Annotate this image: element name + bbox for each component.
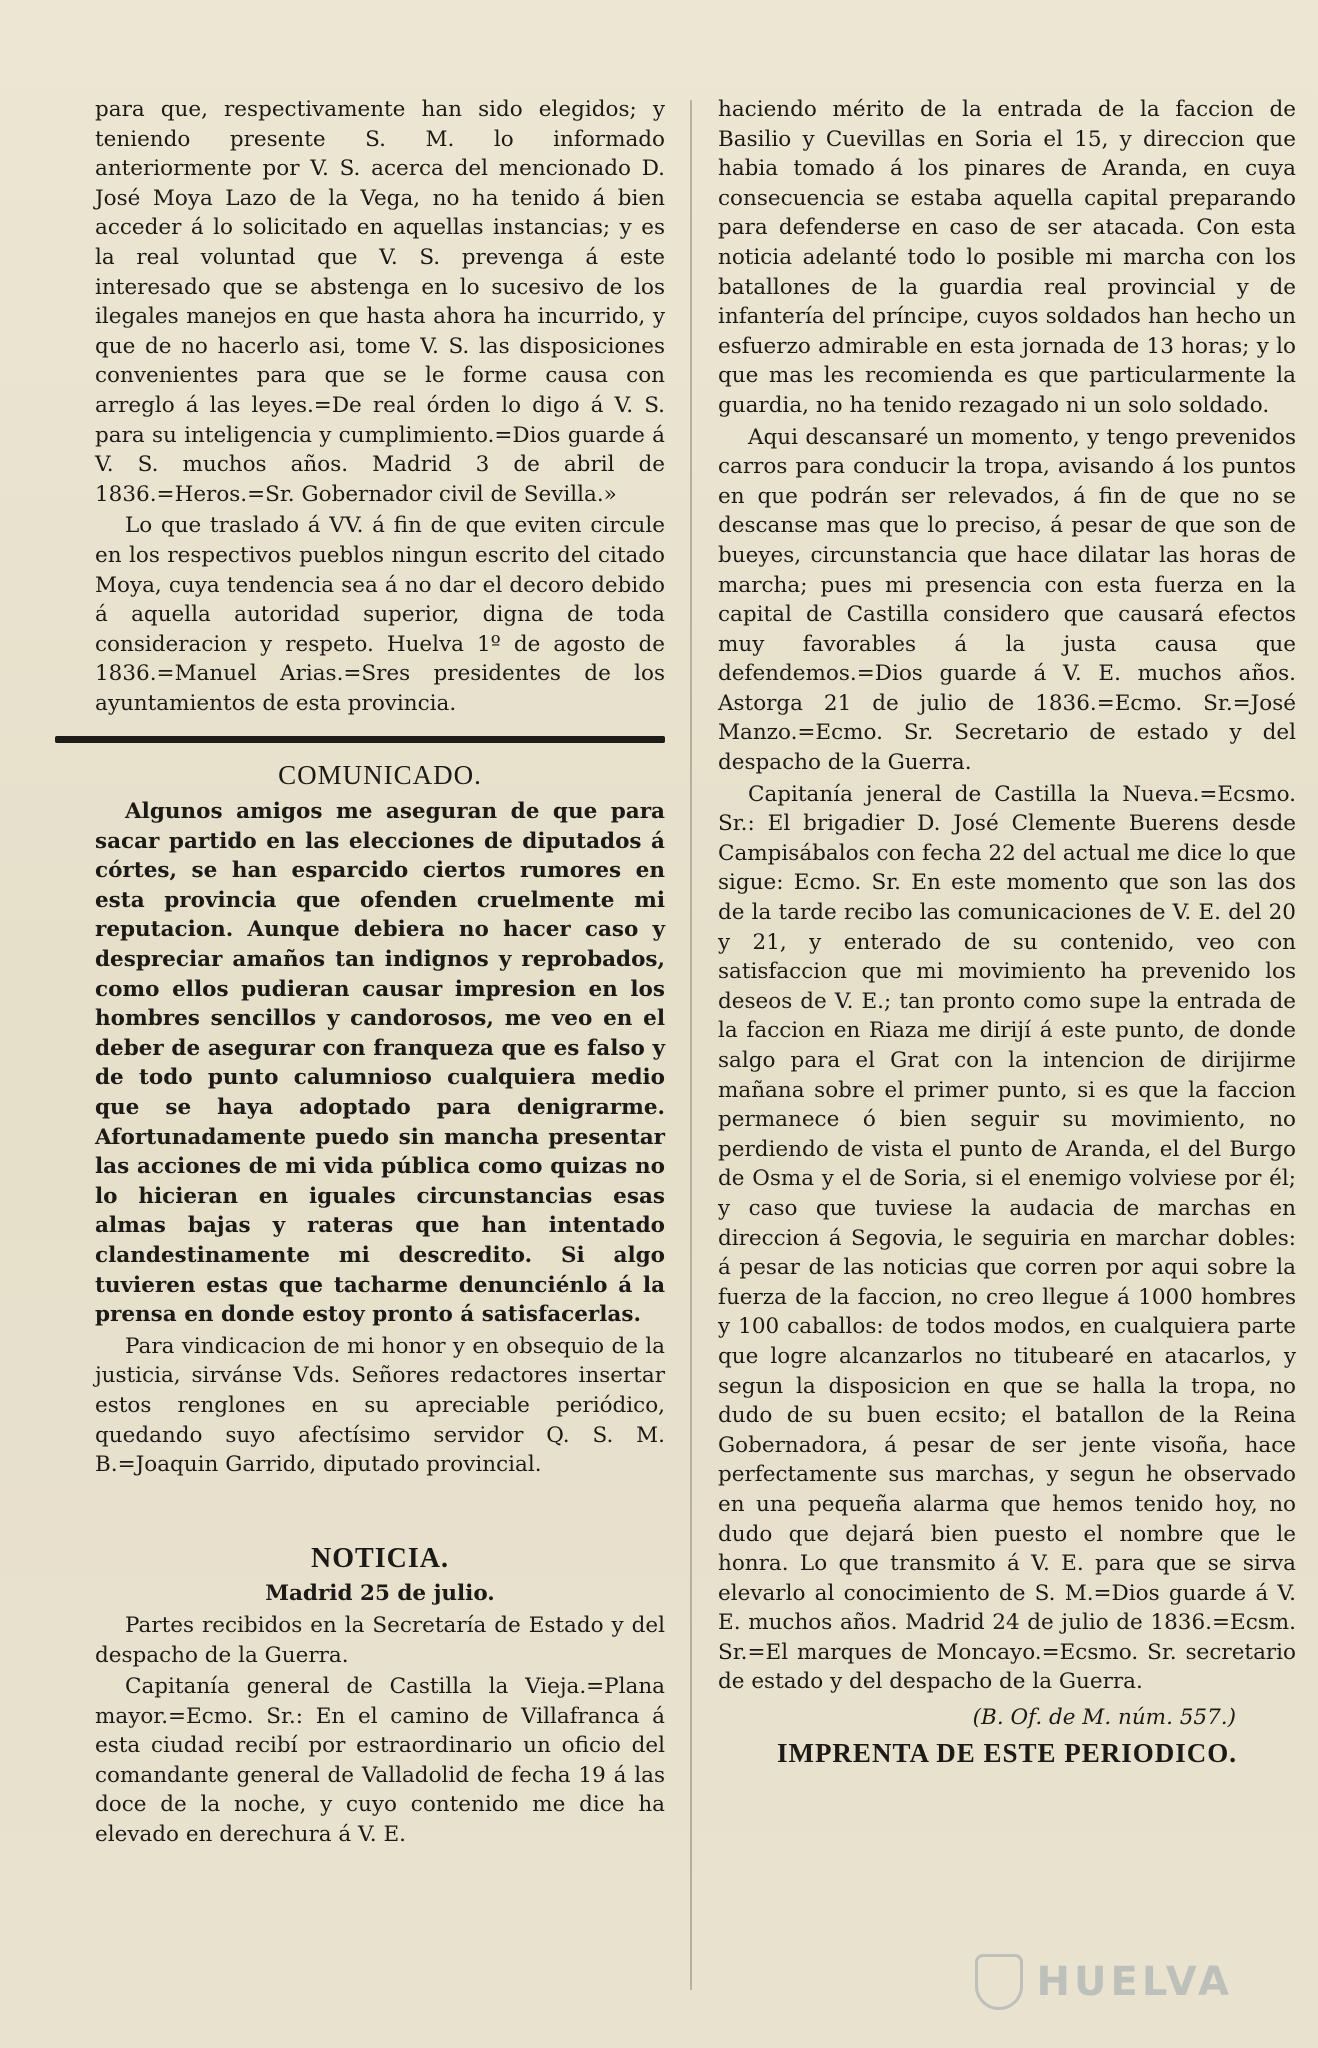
column-divider	[690, 100, 692, 1990]
article-paragraph: Lo que traslado á VV. á fin de que eviten circule en los respectivos pueblos ningun escrito del citado Moya, cuya tendencia sea á no dar el decoro debido á aquella autoridad superior, digna de toda consideracion y respeto. Huelva 1º de agosto de 1836.=Manuel Arias.=Sres presidentes de los ayuntamientos de esta provincia.	[95, 513, 665, 716]
imprint-line: IMPRENTA DE ESTE PERIODICO.	[776, 1737, 1238, 1768]
source-citation: (B. Of. de M. núm. 557.)	[972, 1705, 1236, 1731]
article-paragraph: para que, respectivamente han sido elegidos; y teniendo presente S. M. lo informado anteriormente por V. S. acerca del mencionado D. José Moya Lazo de la Vega, no ha tenido á bien acceder á lo solicitado en aquellas instancias; y es la real voluntad que V. S. prevenga á este interesado que se abstenga en lo sucesivo de los ilegales manejos en que hasta ahora ha incurrido, y que de no hacerlo asi, tome V. S. las disposiciones convenientes para que se le forme causa con arreglo á las leyes.=De real órden lo digo á V. S. para su inteligencia y cumplimiento.=Dios guarde á V. S. muchos años. Madrid 3 de abril de 1836.=Heros.=Sr. Gobernador civil de Sevilla.»	[95, 97, 665, 507]
article-paragraph: Algunos amigos me aseguran de que para sacar partido en las elecciones de diputados á córtes, se han esparcido ciertos rumores en esta provincia que ofenden cruelmente mi reputacion. Aunque debiera no hacer caso y despreciar amaños tan indignos y reprobados, como ellos pudieran causar impresion en los hombres sencillos y candorosos, me veo en el deber de asegurar con franqueza que es falso y de todo punto calumnioso cualquiera medio que se haya adoptado para denigrarme. Afortunadamente puedo sin mancha presentar las acciones de mi vida pública como quizas no lo hicieran en iguales circunstancias esas almas bajas y rateras que han intentado clandestinamente mi descredito. Si algo tuvieren estas que tacharme denunciénlo á la prensa en donde estoy pronto á satisfacerlas.	[95, 799, 665, 1328]
section-title-noticia: NOTICIA.	[311, 1542, 449, 1574]
article-paragraph: Partes recibidos en la Secretaría de Estado y del despacho de la Guerra.	[95, 1612, 665, 1668]
article-paragraph: Para vindicacion de mi honor y en obsequio de la justicia, sirvánse Vds. Señores redactores insertar estos renglones en su apreciable periódico, quedando suyo afectísimo servidor Q. S. M. B.=Joaquin Garrido, diputado provincial.	[95, 1333, 665, 1478]
article-paragraph: haciendo mérito de la entrada de la faccion de Basilio y Cuevillas en Soria el 15, y direccion que habia tomado á los pinares de Aranda, en cuya consecuencia se estaba aquella capital preparando para defenderse en caso de ser atacada. Con esta noticia adelanté todo lo posible mi marcha con los batallones de la guardia real provincial y de infantería del príncipe, cuyos soldados han hecho un esfuerzo admirable en esta jornada de 13 horas; y lo que mas les recomienda es que particularmente la guardia, no ha tenido rezagado ni un solo soldado.	[718, 97, 1296, 418]
section-divider	[55, 736, 665, 743]
watermark	[975, 1954, 1233, 2010]
section-title-comunicado: COMUNICADO.	[278, 760, 482, 791]
left-column	[95, 95, 665, 1852]
dateline: Madrid 25 de julio.	[265, 1581, 495, 1607]
shield-icon	[975, 1954, 1023, 2010]
article-paragraph: Capitanía jeneral de Castilla la Nueva.=Ecsmo. Sr.: El brigadier D. José Clemente Buerens desde Campisábalos con fecha 22 del actual me dice lo que sigue: Ecmo. Sr. En este momento que son las dos de la tarde recibo las comunicaciones de V. E. del 20 y 21, y enterado de su contenido, veo con satisfaccion que mi movimiento ha prevenido los deseos de V. E.; tan pronto como supe la entrada de la faccion en Riaza me dirijí á este punto, de donde salgo para el Grat con la intencion de dirijirme mañana sobre el primer punto, si es que la faccion permanece ó bien seguir su movimiento, no perdiendo de vista el punto de Aranda, el del Burgo de Osma y el de Soria, si el enemigo volviese por él; y caso que tuviese la audacia de marchas en direccion á Segovia, le seguiria en marchar dobles: á pesar de las noticias que corren por aqui sobre la fuerza de la faccion, no creo llegue á 1000 hombres y 100 caballos: de todos modos, en cualquiera parte que logre alcanzarlos no titubearé en atacarlos, y segun la disposicion en que se halla la tropa, no dudo de su buen ecsito; el batallon de la Reina Gobernadora, á pesar de ser jente visoña, hace perfectamente sus marchas, y segun he observado en una pequeña alarma que hemos tenido hoy, no dudo que dejará bien puesto el nombre que le honra. Lo que transmito á V. E. para que se sirva elevarlo al conocimiento de S. M.=Dios guarde á V. E. muchos años. Madrid 24 de julio de 1836.=Ecsm. Sr.=El marques de Moncayo.=Ecsmo. Sr. secretario de estado y del despacho de la Guerra.	[718, 781, 1296, 1695]
article-paragraph: Aqui descansaré un momento, y tengo prevenidos carros para conducir la tropa, avisando á los puntos en que podrán ser relevados, á fin de que no se descanse mas que lo preciso, á pesar de que son de bueyes, circunstancia que hace dilatar las horas de marcha; pues mi presencia con esta fuerza en la capital de Castilla considero que causará efectos muy favorables á la justa causa que defendemos.=Dios guarde á V. E. muchos años. Astorga 21 de julio de 1836.=Ecmo. Sr.=José Manzo.=Ecmo. Sr. Secretario de estado y del despacho de la Guerra.	[718, 424, 1296, 776]
article-paragraph: Capitanía general de Castilla la Vieja.=Plana mayor.=Ecmo. Sr.: En el camino de Villafranca á esta ciudad recibí por estraordinario un oficio del comandante general de Valladolid de fecha 19 á las doce de la noche, y cuyo contenido me dice ha elevado en derechura á V. E.	[95, 1674, 665, 1848]
watermark-text: HUELVA	[1036, 1959, 1233, 2005]
right-column	[718, 95, 1296, 1768]
